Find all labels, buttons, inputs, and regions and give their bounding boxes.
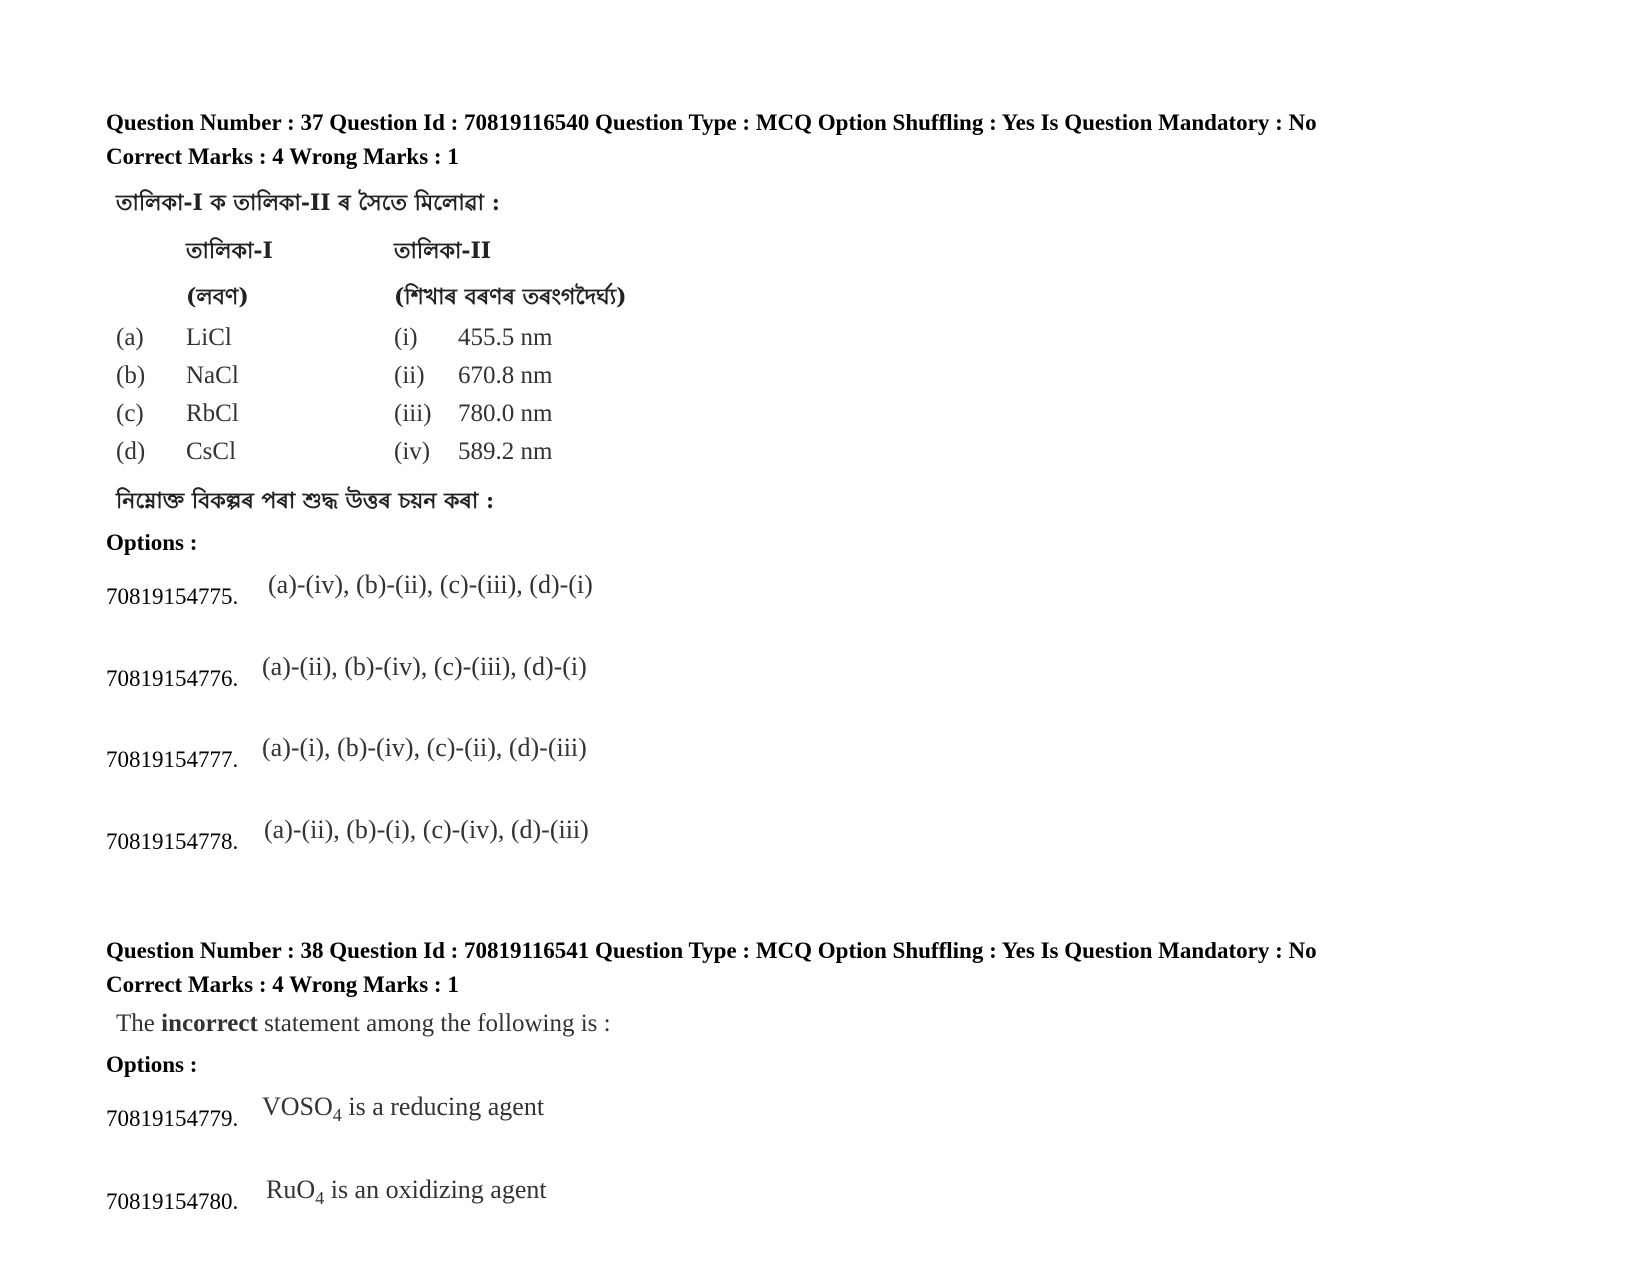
option-rest: is an oxidizing agent <box>324 1175 547 1204</box>
option-item <box>106 1175 1006 1215</box>
q38-stem <box>116 1010 611 1038</box>
row-value: 670.8 nm <box>458 362 553 389</box>
row-num: (ii) <box>394 362 425 389</box>
row-value: 780.0 nm <box>458 400 553 427</box>
option-id: 70819154780. <box>106 1189 239 1214</box>
q38-options-label: Options : <box>106 1052 198 1077</box>
option-text: (a)-(i), (b)-(iv), (c)-(ii), (d)-(iii) <box>262 733 587 762</box>
q37-col2-sub: (শিখাৰ বৰণৰ তৰংগদৈৰ্ঘ্য) <box>394 284 627 310</box>
option-id: 70819154777. <box>106 747 239 772</box>
option-item <box>106 652 1006 692</box>
row-salt: CsCl <box>186 438 237 465</box>
option-text <box>266 1175 547 1209</box>
row-salt: NaCl <box>186 362 239 389</box>
q37-choose-text: নিম্নোক্ত বিকল্পৰ পৰা শুদ্ধ উত্তৰ চয়ন কৰা : <box>116 488 495 514</box>
q38-stem-after: statement among the following is : <box>257 1010 611 1037</box>
formula-subscript: 4 <box>315 1188 325 1208</box>
q37-col1-header: তালিকা-I <box>186 238 273 264</box>
option-item <box>106 733 1006 773</box>
q37-meta-line2: Correct Marks : 4 Wrong Marks : 1 <box>106 144 459 169</box>
q37-meta-line1: Question Number : 37 Question Id : 70819116540 Question Type : MCQ Option Shuffling : Yes Is Question Mandatory : No <box>106 110 1317 135</box>
option-id: 70819154776. <box>106 666 239 691</box>
row-num: (i) <box>394 324 418 351</box>
row-salt: RbCl <box>186 400 239 427</box>
option-item <box>106 815 1006 855</box>
option-item <box>106 1092 1006 1132</box>
row-num: (iii) <box>394 400 432 427</box>
row-salt: LiCl <box>186 324 232 351</box>
row-num: (iv) <box>394 438 431 465</box>
q37-col1-sub: (লবণ) <box>186 284 249 310</box>
option-text: (a)-(ii), (b)-(i), (c)-(iv), (d)-(iii) <box>264 815 589 844</box>
row-label: (c) <box>116 400 144 427</box>
formula: RuO <box>266 1175 316 1204</box>
formula: VOSO <box>262 1092 333 1121</box>
row-label: (b) <box>116 362 146 389</box>
q37-col2-header: তালিকা-II <box>394 238 492 264</box>
option-item <box>106 570 1006 610</box>
option-id: 70819154778. <box>106 829 239 854</box>
q38-meta-line2: Correct Marks : 4 Wrong Marks : 1 <box>106 972 459 997</box>
q37-instruction: তালিকা-I ক তালিকা-II ৰ সৈতে মিলোৱা : <box>116 190 500 216</box>
row-value: 455.5 nm <box>458 324 553 351</box>
formula-subscript: 4 <box>332 1105 342 1125</box>
option-id: 70819154775. <box>106 584 239 609</box>
q38-stem-before: The <box>116 1010 162 1037</box>
q38-stem-bold: incorrect <box>161 1010 258 1037</box>
row-label: (a) <box>116 324 144 351</box>
option-text <box>262 1092 544 1126</box>
option-id: 70819154779. <box>106 1106 239 1131</box>
q37-meta <box>106 106 1317 174</box>
q38-meta <box>106 934 1317 1002</box>
q38-meta-line1: Question Number : 38 Question Id : 70819116541 Question Type : MCQ Option Shuffling : Yes Is Question Mandatory : No <box>106 938 1317 963</box>
row-value: 589.2 nm <box>458 438 553 465</box>
option-text: (a)-(iv), (b)-(ii), (c)-(iii), (d)-(i) <box>268 570 593 599</box>
option-rest: is a reducing agent <box>341 1092 545 1121</box>
q37-options-label: Options : <box>106 530 198 555</box>
row-label: (d) <box>116 438 146 465</box>
option-text: (a)-(ii), (b)-(iv), (c)-(iii), (d)-(i) <box>262 652 587 681</box>
